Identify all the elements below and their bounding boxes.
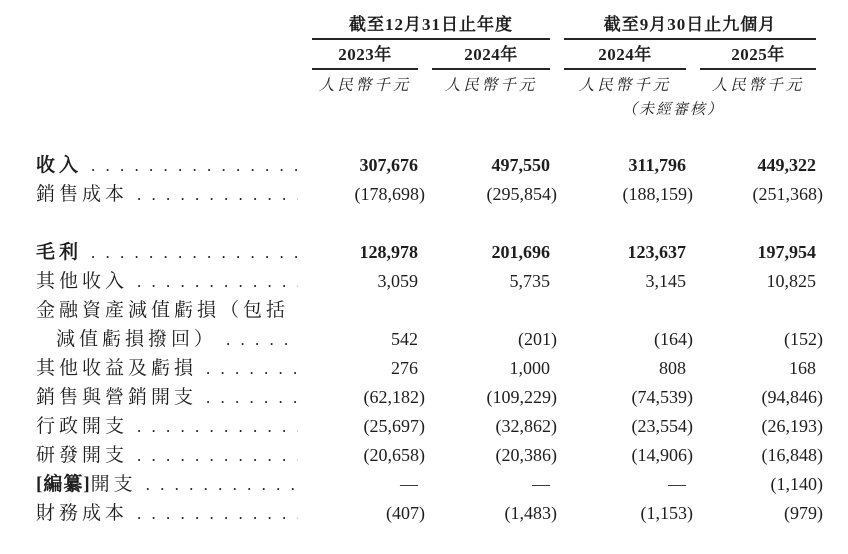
value-cell: (178,698) — [354, 184, 425, 204]
dot-leader — [217, 325, 298, 354]
year-column-2023: 2023年 — [312, 40, 418, 70]
value-cell: — — [532, 474, 550, 494]
value-cell: (201) — [518, 329, 557, 349]
row-label-text: 收入 — [36, 155, 83, 176]
value-cell: (1,483) — [504, 503, 557, 523]
row-label — [36, 383, 298, 412]
year-column-2024-9m: 2024年 — [564, 40, 686, 70]
table-row — [36, 296, 813, 325]
table-row — [36, 499, 823, 528]
header-body-gap — [36, 119, 848, 151]
row-label-prefix: [編纂] — [36, 474, 91, 495]
value-cell: (1,140) — [770, 474, 823, 494]
value-cell: (26,193) — [761, 416, 823, 436]
table-body — [36, 151, 848, 528]
row-label — [36, 296, 298, 325]
table-row — [36, 325, 823, 354]
dot-leader — [128, 412, 298, 441]
row-label — [36, 151, 298, 180]
unit-label-col3: 人民幣千元 — [578, 77, 672, 94]
row-label — [36, 267, 298, 296]
row-label-text: 行政開支 — [36, 416, 129, 437]
row-label-text: 銷售與營銷開支 — [36, 387, 198, 408]
value-cell: (32,862) — [495, 416, 557, 436]
dot-leader — [128, 267, 298, 296]
period-group-year-ended: 截至12月31日止年度 — [312, 10, 550, 40]
currency-unit-row — [36, 71, 813, 97]
year-header-row — [36, 40, 813, 69]
year-column-2024fy: 2024年 — [432, 40, 550, 70]
row-label-text: 其他收入 — [36, 271, 129, 292]
dot-leader — [197, 354, 298, 383]
table-row — [36, 267, 816, 296]
value-cell: 808 — [659, 358, 686, 378]
value-cell: 3,059 — [377, 271, 418, 291]
row-label-text: 金融資產減值虧損（包括 — [36, 300, 290, 321]
table-row — [36, 412, 823, 441]
row-label-text: 毛利 — [36, 242, 83, 263]
table-row — [36, 383, 823, 412]
value-cell: (25,697) — [363, 416, 425, 436]
value-cell: (74,539) — [631, 387, 693, 407]
row-label — [36, 499, 298, 528]
row-label — [36, 441, 298, 470]
table-row — [36, 441, 823, 470]
row-label — [36, 325, 298, 354]
year-column-2025-9m: 2025年 — [700, 40, 816, 70]
value-cell: (295,854) — [486, 184, 557, 204]
unaudited-note: （未經審核） — [622, 101, 725, 118]
value-cell: (62,182) — [363, 387, 425, 407]
dot-leader — [289, 296, 298, 325]
value-cell: (20,658) — [363, 445, 425, 465]
row-label — [36, 412, 298, 441]
value-cell: 1,000 — [509, 358, 550, 378]
value-cell: (109,229) — [486, 387, 557, 407]
value-cell: 542 — [391, 329, 418, 349]
table-row — [36, 238, 816, 267]
dot-leader — [128, 499, 298, 528]
dot-leader — [137, 470, 298, 499]
period-group-header-row — [36, 4, 813, 40]
unit-label-col4: 人民幣千元 — [711, 77, 805, 94]
value-cell: 128,978 — [359, 242, 418, 262]
row-label-text: 開支 — [90, 474, 137, 495]
value-cell: 168 — [789, 358, 816, 378]
dot-leader — [82, 151, 298, 180]
value-cell: (16,848) — [761, 445, 823, 465]
table-row — [36, 151, 816, 180]
value-cell: (20,386) — [495, 445, 557, 465]
value-cell: 449,322 — [757, 155, 816, 175]
value-cell: (23,554) — [631, 416, 693, 436]
value-cell: (188,159) — [622, 184, 693, 204]
dot-leader — [128, 441, 298, 470]
value-cell: (164) — [654, 329, 693, 349]
dot-leader — [128, 180, 298, 209]
row-label-text: 其他收益及虧損 — [36, 358, 198, 379]
value-cell: 197,954 — [757, 242, 816, 262]
value-cell: (1,153) — [640, 503, 693, 523]
row-label — [36, 180, 298, 209]
table-row — [36, 470, 823, 499]
unit-label-col1: 人民幣千元 — [318, 77, 412, 94]
value-cell: 307,676 — [359, 155, 418, 175]
table-row — [36, 354, 816, 383]
unit-label-col2: 人民幣千元 — [444, 77, 538, 94]
dot-leader — [82, 238, 298, 267]
value-cell: — — [400, 474, 418, 494]
unaudited-note-row — [36, 97, 813, 119]
value-cell: 276 — [391, 358, 418, 378]
table-row — [36, 180, 823, 209]
row-label-text: 研發開支 — [36, 445, 129, 466]
row-label — [36, 238, 298, 267]
value-cell: 5,735 — [509, 271, 550, 291]
value-cell: 123,637 — [627, 242, 686, 262]
row-label — [36, 470, 298, 499]
value-cell: 3,145 — [645, 271, 686, 291]
period-group-nine-months: 截至9月30日止九個月 — [564, 10, 816, 40]
value-cell: (152) — [784, 329, 823, 349]
value-cell: 311,796 — [628, 155, 686, 175]
value-cell: (14,906) — [631, 445, 693, 465]
value-cell: (979) — [784, 503, 823, 523]
value-cell: — — [668, 474, 686, 494]
row-label — [36, 354, 298, 383]
row-label-text: 銷售成本 — [36, 184, 129, 205]
row-label-text: 減值虧損撥回） — [56, 329, 218, 350]
value-cell: (251,368) — [752, 184, 823, 204]
dot-leader — [197, 383, 298, 412]
value-cell: 201,696 — [491, 242, 550, 262]
row-label-text: 財務成本 — [36, 503, 129, 524]
value-cell: (94,846) — [761, 387, 823, 407]
value-cell: 10,825 — [766, 271, 816, 291]
value-cell: (407) — [386, 503, 425, 523]
value-cell: 497,550 — [491, 155, 550, 175]
row-spacer — [36, 209, 848, 238]
